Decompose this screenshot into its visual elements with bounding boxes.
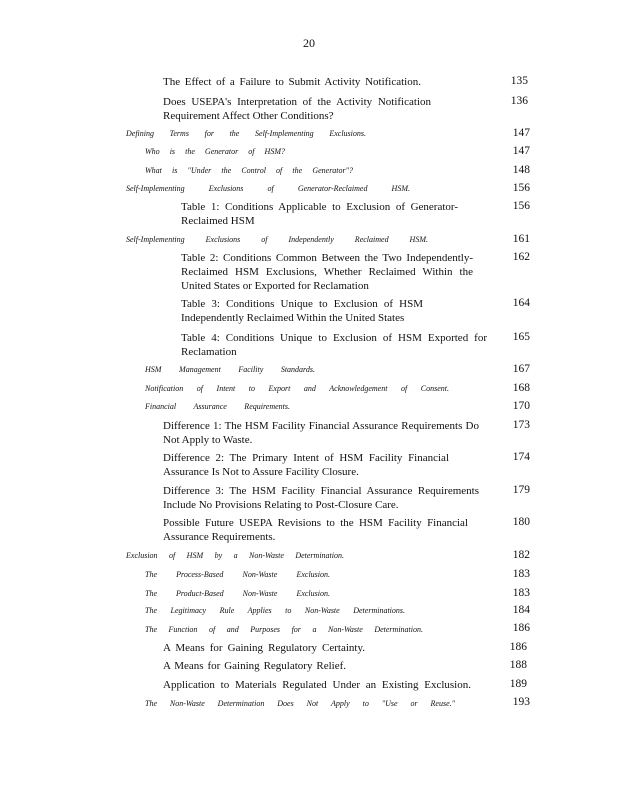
toc-entry-page: 183 bbox=[512, 587, 530, 599]
toc-entry-page: 164 bbox=[512, 297, 530, 309]
toc-entry-page: 148 bbox=[512, 164, 530, 176]
toc-entry bbox=[181, 251, 473, 293]
toc-entry-page: 186 bbox=[512, 622, 530, 634]
toc-entry bbox=[145, 588, 330, 600]
toc-entry-text: A Means for Gaining Regulatory Certainty. bbox=[163, 642, 365, 654]
toc-entry-text: Application to Materials Regulated Under an Existing Exclusion. bbox=[163, 679, 471, 691]
toc-entry-page: 182 bbox=[512, 549, 530, 561]
toc-entry-text: The Function of and Purposes for a Non-Waste Determination. bbox=[145, 625, 423, 634]
toc-entry-text: A Means for Gaining Regulatory Relief. bbox=[163, 660, 346, 672]
toc-entry-page: 180 bbox=[512, 516, 530, 528]
toc-entry-text: Table 4: Conditions Unique to Exclusion of HSM Exported for Reclamation bbox=[181, 332, 487, 358]
toc-entry bbox=[145, 364, 315, 376]
toc-entry-page: 168 bbox=[512, 382, 530, 394]
toc-entry-text: Exclusion of HSM by a Non-Waste Determination. bbox=[126, 551, 344, 560]
toc-entry-page: 147 bbox=[512, 145, 530, 157]
toc-entry-page: 167 bbox=[512, 363, 530, 375]
toc-entry bbox=[181, 297, 423, 325]
toc-entry-page: 188 bbox=[509, 659, 527, 671]
toc-entry-text: Difference 1: The HSM Facility Financial Assurance Requirements Do Not Apply to Waste. bbox=[163, 420, 479, 446]
toc-entry bbox=[163, 419, 479, 447]
toc-entry-text: Who is the Generator of HSM? bbox=[145, 147, 285, 156]
toc-entry-text: Notification of Intent to Export and Acknowledgement of Consent. bbox=[145, 384, 449, 393]
toc-entry-page: 162 bbox=[512, 251, 530, 263]
toc-entry-page: 136 bbox=[510, 95, 528, 107]
toc-entry-page: 135 bbox=[510, 75, 528, 87]
toc-entry-page: 174 bbox=[512, 451, 530, 463]
toc-entry bbox=[126, 128, 366, 140]
toc-entry-page: 173 bbox=[512, 419, 530, 431]
toc-entry-page: 184 bbox=[512, 604, 530, 616]
toc-entry bbox=[163, 75, 421, 89]
toc-entry-page: 165 bbox=[512, 331, 530, 343]
toc-entry-text: Does USEPA's Interpretation of the Activity Notification Requirement Affect Other Conditions? bbox=[163, 96, 431, 122]
toc-entry-page: 193 bbox=[512, 696, 530, 708]
toc-entry bbox=[163, 95, 431, 123]
toc-entry-page: 156 bbox=[512, 182, 530, 194]
toc-entry-text: What is "Under the Control of the Generator"? bbox=[145, 166, 353, 175]
toc-entry-text: The Legitimacy Rule Applies to Non-Waste Determinations. bbox=[145, 606, 405, 615]
toc-entry-text: The Product-Based Non-Waste Exclusion. bbox=[145, 589, 330, 598]
toc-entry-text: Difference 3: The HSM Facility Financial Assurance Requirements Include No Provisions Relating to Post-Closure Care. bbox=[163, 485, 479, 511]
toc-entry bbox=[145, 569, 330, 581]
toc-entry-page: 170 bbox=[512, 400, 530, 412]
toc-entry-page: 161 bbox=[512, 233, 530, 245]
toc-entry bbox=[145, 698, 455, 710]
toc-entry bbox=[145, 605, 405, 617]
toc-entry-page: 147 bbox=[512, 127, 530, 139]
toc-entry bbox=[126, 183, 410, 195]
toc-entry bbox=[145, 383, 449, 395]
toc-entry-text: HSM Management Facility Standards. bbox=[145, 365, 315, 374]
toc-entry-text: Self-Implementing Exclusions of Generator-Reclaimed HSM. bbox=[126, 184, 410, 193]
toc-entry bbox=[181, 331, 487, 359]
toc-entry-page: 186 bbox=[509, 641, 527, 653]
toc-entry-text: Table 2: Conditions Common Between the Two Independently-Reclaimed HSM Exclusions, Whether Reclaimed Within the United States or Exported for Reclamation bbox=[181, 252, 473, 292]
toc-entry-text: Table 3: Conditions Unique to Exclusion of HSM Independently Reclaimed Within the United States bbox=[181, 298, 423, 324]
toc-entry bbox=[145, 624, 423, 636]
toc-entry bbox=[126, 550, 344, 562]
toc-entry bbox=[163, 659, 346, 673]
toc-entry-text: Table 1: Conditions Applicable to Exclusion of Generator-Reclaimed HSM bbox=[181, 201, 458, 227]
toc-entry-text: Financial Assurance Requirements. bbox=[145, 402, 290, 411]
toc-entry-page: 179 bbox=[512, 484, 530, 496]
toc-entry-page: 183 bbox=[512, 568, 530, 580]
toc-entry-text: The Effect of a Failure to Submit Activity Notification. bbox=[163, 76, 421, 88]
toc-entry bbox=[163, 516, 468, 544]
toc-entry bbox=[163, 641, 365, 655]
toc-entry bbox=[145, 165, 353, 177]
toc-entry-text: Difference 2: The Primary Intent of HSM Facility Financial Assurance Is Not to Assure Facility Closure. bbox=[163, 452, 449, 478]
toc-entry bbox=[126, 234, 428, 246]
toc-entry bbox=[145, 146, 285, 158]
toc-entry bbox=[163, 484, 479, 512]
toc-entry-page: 156 bbox=[512, 200, 530, 212]
toc-entry-text: Possible Future USEPA Revisions to the HSM Facility Financial Assurance Requirements. bbox=[163, 517, 468, 543]
toc-entry bbox=[145, 401, 290, 413]
toc-entry-text: Defining Terms for the Self-Implementing Exclusions. bbox=[126, 129, 366, 138]
toc-entry bbox=[163, 451, 449, 479]
page-number: 20 bbox=[303, 36, 315, 50]
toc-entry bbox=[181, 200, 458, 228]
toc-entry-text: The Non-Waste Determination Does Not Apply to "Use or Reuse." bbox=[145, 699, 455, 708]
toc-entry-text: Self-Implementing Exclusions of Independently Reclaimed HSM. bbox=[126, 235, 428, 244]
toc-entry-page: 189 bbox=[509, 678, 527, 690]
toc-entry bbox=[163, 678, 471, 692]
toc-entry-text: The Process-Based Non-Waste Exclusion. bbox=[145, 570, 330, 579]
